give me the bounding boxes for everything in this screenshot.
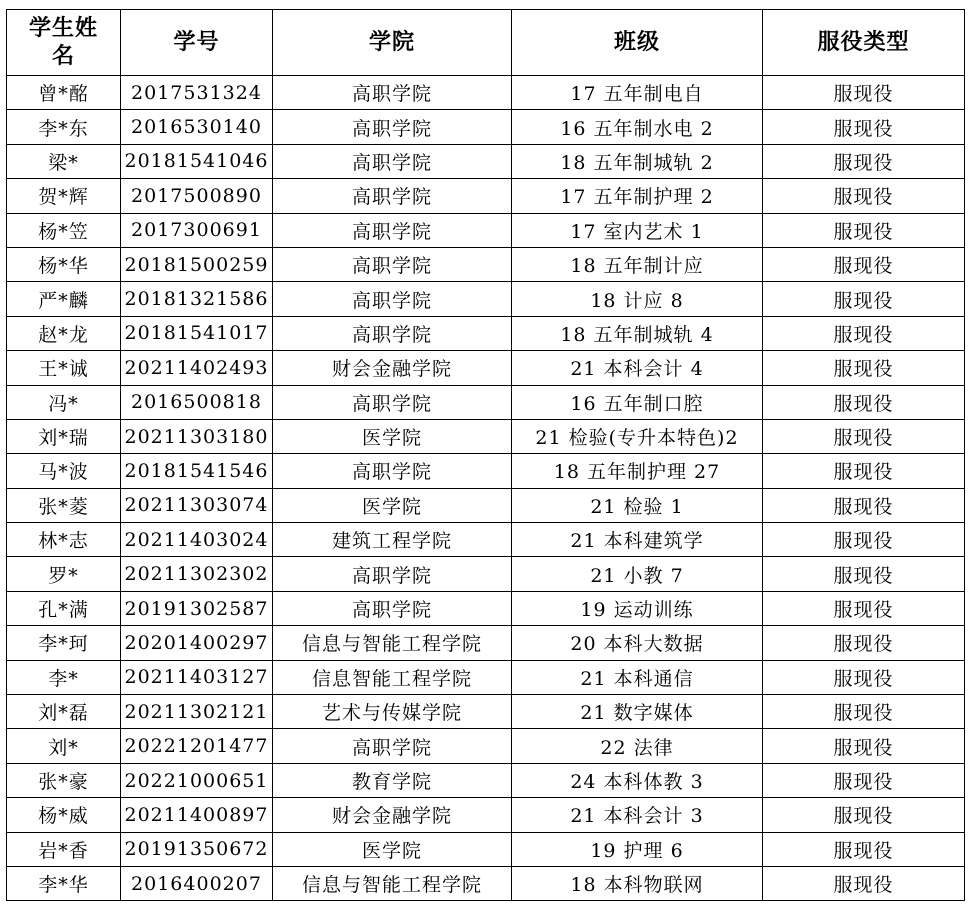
student-name-cell: 严*麟 bbox=[7, 282, 121, 316]
table-row bbox=[7, 282, 965, 316]
college-cell: 高职学院 bbox=[273, 557, 512, 591]
college-cell: 高职学院 bbox=[273, 454, 512, 488]
service-type-cell: 服现役 bbox=[763, 110, 965, 144]
class-cell: 16 五年制水电 2 bbox=[512, 110, 763, 144]
student-name-cell: 岩*香 bbox=[7, 832, 121, 866]
student-id-cell: 20181541046 bbox=[121, 144, 273, 178]
table-body bbox=[7, 76, 965, 901]
college-cell: 教育学院 bbox=[273, 763, 512, 797]
class-cell: 20 本科大数据 bbox=[512, 626, 763, 660]
student-id-cell: 20211303074 bbox=[121, 488, 273, 522]
service-type-cell: 服现役 bbox=[763, 866, 965, 900]
service-type-cell: 服现役 bbox=[763, 247, 965, 281]
class-cell: 19 运动训练 bbox=[512, 591, 763, 625]
table-row bbox=[7, 76, 965, 110]
column-header-service-type: 服役类型 bbox=[763, 10, 965, 76]
service-type-cell: 服现役 bbox=[763, 213, 965, 247]
service-type-cell: 服现役 bbox=[763, 660, 965, 694]
student-id-cell: 20211403127 bbox=[121, 660, 273, 694]
class-cell: 21 本科会计 3 bbox=[512, 798, 763, 832]
student-name-cell: 贺*辉 bbox=[7, 179, 121, 213]
column-header-student-id: 学号 bbox=[121, 10, 273, 76]
student-name-cell: 李* bbox=[7, 660, 121, 694]
student-name-cell: 刘* bbox=[7, 729, 121, 763]
college-cell: 高职学院 bbox=[273, 316, 512, 350]
student-name-cell: 冯* bbox=[7, 385, 121, 419]
college-cell: 高职学院 bbox=[273, 591, 512, 625]
column-header-college: 学院 bbox=[273, 10, 512, 76]
class-cell: 19 护理 6 bbox=[512, 832, 763, 866]
service-type-cell: 服现役 bbox=[763, 626, 965, 660]
student-id-cell: 20211303180 bbox=[121, 419, 273, 453]
class-cell: 18 五年制城轨 2 bbox=[512, 144, 763, 178]
student-id-cell: 20181541017 bbox=[121, 316, 273, 350]
service-type-cell: 服现役 bbox=[763, 385, 965, 419]
student-name-cell: 李*华 bbox=[7, 866, 121, 900]
service-type-cell: 服现役 bbox=[763, 316, 965, 350]
student-id-cell: 20191302587 bbox=[121, 591, 273, 625]
student-name-cell: 梁* bbox=[7, 144, 121, 178]
student-name-cell: 罗* bbox=[7, 557, 121, 591]
class-cell: 21 检验(专升本特色)2 bbox=[512, 419, 763, 453]
college-cell: 高职学院 bbox=[273, 144, 512, 178]
student-id-cell: 20211400897 bbox=[121, 798, 273, 832]
table-row bbox=[7, 557, 965, 591]
student-id-cell: 20211302302 bbox=[121, 557, 273, 591]
class-cell: 21 本科通信 bbox=[512, 660, 763, 694]
column-header-class: 班级 bbox=[512, 10, 763, 76]
service-type-cell: 服现役 bbox=[763, 832, 965, 866]
table-row bbox=[7, 832, 965, 866]
student-id-cell: 20181541546 bbox=[121, 454, 273, 488]
service-type-cell: 服现役 bbox=[763, 419, 965, 453]
student-name-cell: 张*豪 bbox=[7, 763, 121, 797]
college-cell: 高职学院 bbox=[273, 213, 512, 247]
class-cell: 22 法律 bbox=[512, 729, 763, 763]
table-row bbox=[7, 351, 965, 385]
service-type-cell: 服现役 bbox=[763, 523, 965, 557]
service-type-cell: 服现役 bbox=[763, 729, 965, 763]
service-type-cell: 服现役 bbox=[763, 144, 965, 178]
table-row bbox=[7, 523, 965, 557]
class-cell: 18 五年制计应 bbox=[512, 247, 763, 281]
class-cell: 21 本科建筑学 bbox=[512, 523, 763, 557]
college-cell: 财会金融学院 bbox=[273, 351, 512, 385]
service-type-cell: 服现役 bbox=[763, 798, 965, 832]
class-cell: 18 五年制护理 27 bbox=[512, 454, 763, 488]
student-roster-table bbox=[6, 9, 965, 901]
class-cell: 24 本科体教 3 bbox=[512, 763, 763, 797]
service-type-cell: 服现役 bbox=[763, 695, 965, 729]
table-row bbox=[7, 695, 965, 729]
college-cell: 高职学院 bbox=[273, 247, 512, 281]
student-id-cell: 2016500818 bbox=[121, 385, 273, 419]
class-cell: 21 数字媒体 bbox=[512, 695, 763, 729]
student-name-cell: 王*诚 bbox=[7, 351, 121, 385]
table-row bbox=[7, 729, 965, 763]
service-type-cell: 服现役 bbox=[763, 488, 965, 522]
student-id-cell: 2016400207 bbox=[121, 866, 273, 900]
class-cell: 21 小教 7 bbox=[512, 557, 763, 591]
student-id-cell: 2017300691 bbox=[121, 213, 273, 247]
class-cell: 21 本科会计 4 bbox=[512, 351, 763, 385]
student-id-cell: 20221201477 bbox=[121, 729, 273, 763]
student-name-cell: 孔*满 bbox=[7, 591, 121, 625]
service-type-cell: 服现役 bbox=[763, 282, 965, 316]
college-cell: 建筑工程学院 bbox=[273, 523, 512, 557]
college-cell: 医学院 bbox=[273, 488, 512, 522]
service-type-cell: 服现役 bbox=[763, 76, 965, 110]
service-type-cell: 服现役 bbox=[763, 454, 965, 488]
header-row bbox=[7, 10, 965, 76]
student-id-cell: 20211402493 bbox=[121, 351, 273, 385]
college-cell: 财会金融学院 bbox=[273, 798, 512, 832]
college-cell: 高职学院 bbox=[273, 179, 512, 213]
college-cell: 信息与智能工程学院 bbox=[273, 866, 512, 900]
student-name-cell: 马*波 bbox=[7, 454, 121, 488]
table-row bbox=[7, 316, 965, 350]
student-name-cell: 李*珂 bbox=[7, 626, 121, 660]
class-cell: 18 计应 8 bbox=[512, 282, 763, 316]
student-id-cell: 2016530140 bbox=[121, 110, 273, 144]
table-row bbox=[7, 419, 965, 453]
student-id-cell: 20201400297 bbox=[121, 626, 273, 660]
table-row bbox=[7, 798, 965, 832]
table-row bbox=[7, 110, 965, 144]
student-name-cell: 刘*磊 bbox=[7, 695, 121, 729]
college-cell: 艺术与传媒学院 bbox=[273, 695, 512, 729]
student-name-cell: 刘*瑞 bbox=[7, 419, 121, 453]
table-row bbox=[7, 866, 965, 900]
student-name-cell: 李*东 bbox=[7, 110, 121, 144]
college-cell: 信息与智能工程学院 bbox=[273, 626, 512, 660]
table-row bbox=[7, 591, 965, 625]
college-cell: 医学院 bbox=[273, 832, 512, 866]
student-id-cell: 20191350672 bbox=[121, 832, 273, 866]
table-row bbox=[7, 179, 965, 213]
class-cell: 21 检验 1 bbox=[512, 488, 763, 522]
table-row bbox=[7, 247, 965, 281]
table-row bbox=[7, 488, 965, 522]
student-name-cell: 杨*威 bbox=[7, 798, 121, 832]
student-name-cell: 杨*笠 bbox=[7, 213, 121, 247]
service-type-cell: 服现役 bbox=[763, 351, 965, 385]
student-id-cell: 20211403024 bbox=[121, 523, 273, 557]
student-id-cell: 20211302121 bbox=[121, 695, 273, 729]
table-row bbox=[7, 454, 965, 488]
class-cell: 17 室内艺术 1 bbox=[512, 213, 763, 247]
class-cell: 16 五年制口腔 bbox=[512, 385, 763, 419]
student-id-cell: 20221000651 bbox=[121, 763, 273, 797]
class-cell: 18 本科物联网 bbox=[512, 866, 763, 900]
college-cell: 高职学院 bbox=[273, 385, 512, 419]
college-cell: 高职学院 bbox=[273, 76, 512, 110]
table-row bbox=[7, 626, 965, 660]
service-type-cell: 服现役 bbox=[763, 591, 965, 625]
college-cell: 高职学院 bbox=[273, 282, 512, 316]
student-name-cell: 林*志 bbox=[7, 523, 121, 557]
student-id-cell: 2017531324 bbox=[121, 76, 273, 110]
college-cell: 高职学院 bbox=[273, 110, 512, 144]
college-cell: 信息智能工程学院 bbox=[273, 660, 512, 694]
student-id-cell: 20181500259 bbox=[121, 247, 273, 281]
student-name-cell: 杨*华 bbox=[7, 247, 121, 281]
table-row bbox=[7, 213, 965, 247]
column-header-name: 学生姓名 bbox=[7, 10, 121, 76]
college-cell: 高职学院 bbox=[273, 729, 512, 763]
student-name-cell: 曾*酩 bbox=[7, 76, 121, 110]
student-id-cell: 20181321586 bbox=[121, 282, 273, 316]
student-name-cell: 张*菱 bbox=[7, 488, 121, 522]
college-cell: 医学院 bbox=[273, 419, 512, 453]
table-row bbox=[7, 763, 965, 797]
service-type-cell: 服现役 bbox=[763, 179, 965, 213]
student-name-cell: 赵*龙 bbox=[7, 316, 121, 350]
table-row bbox=[7, 660, 965, 694]
student-id-cell: 2017500890 bbox=[121, 179, 273, 213]
class-cell: 18 五年制城轨 4 bbox=[512, 316, 763, 350]
service-type-cell: 服现役 bbox=[763, 763, 965, 797]
service-type-cell: 服现役 bbox=[763, 557, 965, 591]
class-cell: 17 五年制电自 bbox=[512, 76, 763, 110]
class-cell: 17 五年制护理 2 bbox=[512, 179, 763, 213]
table-row bbox=[7, 144, 965, 178]
table-row bbox=[7, 385, 965, 419]
